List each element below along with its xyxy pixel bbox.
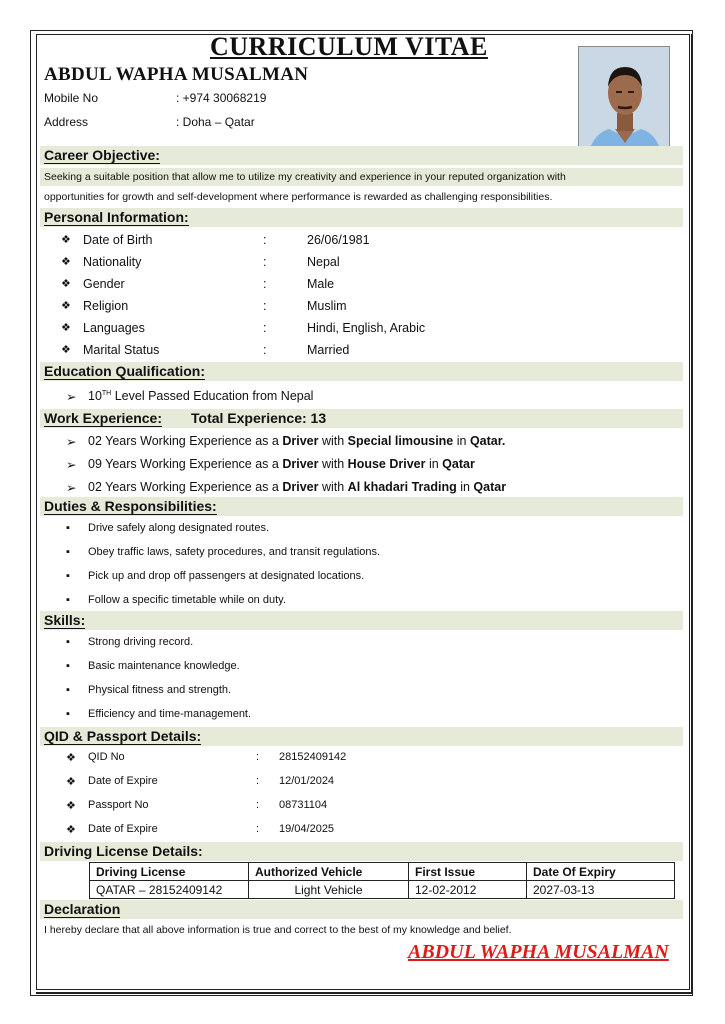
square-bullet-icon: ▪: [66, 594, 70, 606]
work-item-part: with: [318, 434, 348, 448]
diamond-bullet-icon: ❖: [66, 800, 76, 812]
work-experience-item: [88, 434, 505, 448]
education-item: 10TH Level Passed Education from Nepal: [88, 389, 314, 403]
license-header-cell: Driving License: [90, 863, 249, 881]
qid-label: Date of Expire: [88, 823, 158, 835]
license-header-cell: Date Of Expiry: [527, 863, 675, 881]
personal-info-label: Religion: [83, 299, 129, 313]
qid-label: Passport No: [88, 799, 149, 811]
license-header-cell: First Issue: [409, 863, 527, 881]
duty-item: Obey traffic laws, safety procedures, and transit regulations.: [88, 546, 381, 558]
address-value: : Doha – Qatar: [176, 115, 255, 129]
work-experience-item: [88, 480, 506, 494]
page-border-shadow-right: [691, 34, 693, 994]
personal-info-value: 26/06/1981: [307, 233, 370, 247]
work-item-part: Qatar: [473, 480, 507, 494]
duty-item: Pick up and drop off passengers at designated locations.: [88, 570, 365, 582]
work-item-part: Al khadari Trading: [347, 480, 457, 494]
work-item-part: in: [453, 434, 470, 448]
colon-separator: :: [263, 233, 267, 247]
work-experience-heading: Work Experience:: [44, 410, 163, 426]
declaration-text: I hereby declare that all above information is true and correct to the best of my knowledge and belief.: [44, 924, 512, 936]
qid-value: 19/04/2025: [279, 823, 335, 835]
document-title: CURRICULUM VITAE: [210, 32, 488, 61]
duty-item: Drive safely along designated routes.: [88, 522, 269, 534]
work-item-part: Driver: [282, 480, 319, 494]
work-item-part: in: [425, 457, 443, 471]
diamond-bullet-icon: ❖: [61, 256, 71, 268]
diamond-bullet-icon: ❖: [61, 234, 71, 246]
work-item-part: Driver: [282, 457, 319, 471]
education-arrow-icon: ➢: [66, 390, 77, 404]
colon-separator: :: [263, 299, 267, 313]
colon-separator: :: [263, 343, 267, 357]
license-table-row: [90, 881, 675, 899]
qid-value: 08731104: [279, 799, 328, 811]
driving-license-heading: Driving License Details:: [44, 843, 203, 859]
skills-heading: Skills:: [44, 612, 86, 628]
duty-item: Follow a specific timetable while on duty.: [88, 594, 286, 606]
colon-separator: :: [263, 321, 267, 335]
square-bullet-icon: ▪: [66, 636, 70, 648]
total-experience: Total Experience: 13: [191, 410, 327, 426]
qid-value: 28152409142: [279, 751, 347, 763]
career-objective-line-2: opportunities for growth and self-development where performance is rewarded as challenging responsibilities.: [44, 191, 553, 203]
arrow-bullet-icon: ➢: [66, 481, 77, 495]
colon-separator: :: [263, 255, 267, 269]
personal-info-label: Date of Birth: [83, 233, 153, 247]
colon-separator: :: [256, 751, 260, 763]
education-heading: Education Qualification:: [44, 363, 206, 379]
square-bullet-icon: ▪: [66, 684, 70, 696]
diamond-bullet-icon: ❖: [61, 344, 71, 356]
declaration-heading-band: [40, 900, 683, 919]
career-objective-line-1: Seeking a suitable position that allow me to utilize my creativity and experience in your reputed organization with: [44, 171, 566, 183]
diamond-bullet-icon: ❖: [66, 776, 76, 788]
license-cell: 12-02-2012: [409, 881, 527, 899]
colon-separator: :: [256, 799, 260, 811]
candidate-name: ABDUL WAPHA MUSALMAN: [44, 64, 309, 85]
work-experience-item: [88, 457, 475, 471]
license-cell: QATAR – 28152409142: [90, 881, 249, 899]
duties-heading: Duties & Responsibilities:: [44, 498, 217, 514]
diamond-bullet-icon: ❖: [61, 278, 71, 290]
personal-info-value: Muslim: [307, 299, 347, 313]
colon-separator: :: [256, 775, 260, 787]
skill-item: Efficiency and time-management.: [88, 708, 252, 720]
work-item-part: Qatar.: [469, 434, 506, 448]
square-bullet-icon: ▪: [66, 546, 70, 558]
personal-info-value: Hindi, English, Arabic: [307, 321, 426, 335]
personal-info-label: Gender: [83, 277, 125, 291]
work-item-part: in: [456, 480, 474, 494]
square-bullet-icon: ▪: [66, 570, 70, 582]
personal-info-value: Married: [307, 343, 350, 357]
work-item-part: House Driver: [347, 457, 426, 471]
skill-item: Physical fitness and strength.: [88, 684, 232, 696]
work-item-part: with: [318, 480, 348, 494]
personal-info-value: Nepal: [307, 255, 340, 269]
skill-item: Strong driving record.: [88, 636, 194, 648]
personal-information-heading: Personal Information:: [44, 209, 189, 225]
qid-passport-heading: QID & Passport Details:: [44, 728, 202, 744]
work-item-part: Special limousine: [347, 434, 454, 448]
career-objective-heading: Career Objective:: [44, 147, 160, 163]
personal-info-label: Languages: [83, 321, 145, 335]
address-label: Address: [44, 115, 89, 129]
license-cell: 2027-03-13: [527, 881, 675, 899]
license-table-header-row: [90, 863, 675, 881]
signature-name: ABDUL WAPHA MUSALMAN: [408, 941, 669, 963]
diamond-bullet-icon: ❖: [61, 300, 71, 312]
personal-info-value: Male: [307, 277, 335, 291]
colon-separator: :: [256, 823, 260, 835]
square-bullet-icon: ▪: [66, 708, 70, 720]
work-item-part: 02 Years Working Experience as a: [88, 480, 283, 494]
square-bullet-icon: ▪: [66, 660, 70, 672]
personal-info-label: Marital Status: [83, 343, 160, 357]
qid-label: QID No: [88, 751, 125, 763]
page-border-shadow-bottom: [36, 992, 693, 994]
skills-heading-band: [40, 611, 683, 630]
mobile-value: : +974 30068219: [176, 91, 267, 105]
declaration-heading: Declaration: [44, 901, 121, 917]
personal-info-label: Nationality: [83, 255, 142, 269]
arrow-bullet-icon: ➢: [66, 458, 77, 472]
diamond-bullet-icon: ❖: [66, 752, 76, 764]
license-header-cell: Authorized Vehicle: [249, 863, 409, 881]
work-item-part: Driver: [282, 434, 319, 448]
mobile-label: Mobile No: [44, 91, 99, 105]
qid-label: Date of Expire: [88, 775, 158, 787]
square-bullet-icon: ▪: [66, 522, 70, 534]
work-item-part: 02 Years Working Experience as a: [88, 434, 283, 448]
skill-item: Basic maintenance knowledge.: [88, 660, 240, 672]
diamond-bullet-icon: ❖: [61, 322, 71, 334]
qid-value: 12/01/2024: [279, 775, 335, 787]
diamond-bullet-icon: ❖: [66, 824, 76, 836]
license-cell: Light Vehicle: [249, 881, 409, 899]
work-item-part: Qatar: [442, 457, 475, 471]
work-item-part: 09 Years Working Experience as a: [88, 457, 283, 471]
driving-license-table: [89, 862, 675, 899]
arrow-bullet-icon: ➢: [66, 435, 77, 449]
work-item-part: with: [318, 457, 348, 471]
colon-separator: :: [263, 277, 267, 291]
